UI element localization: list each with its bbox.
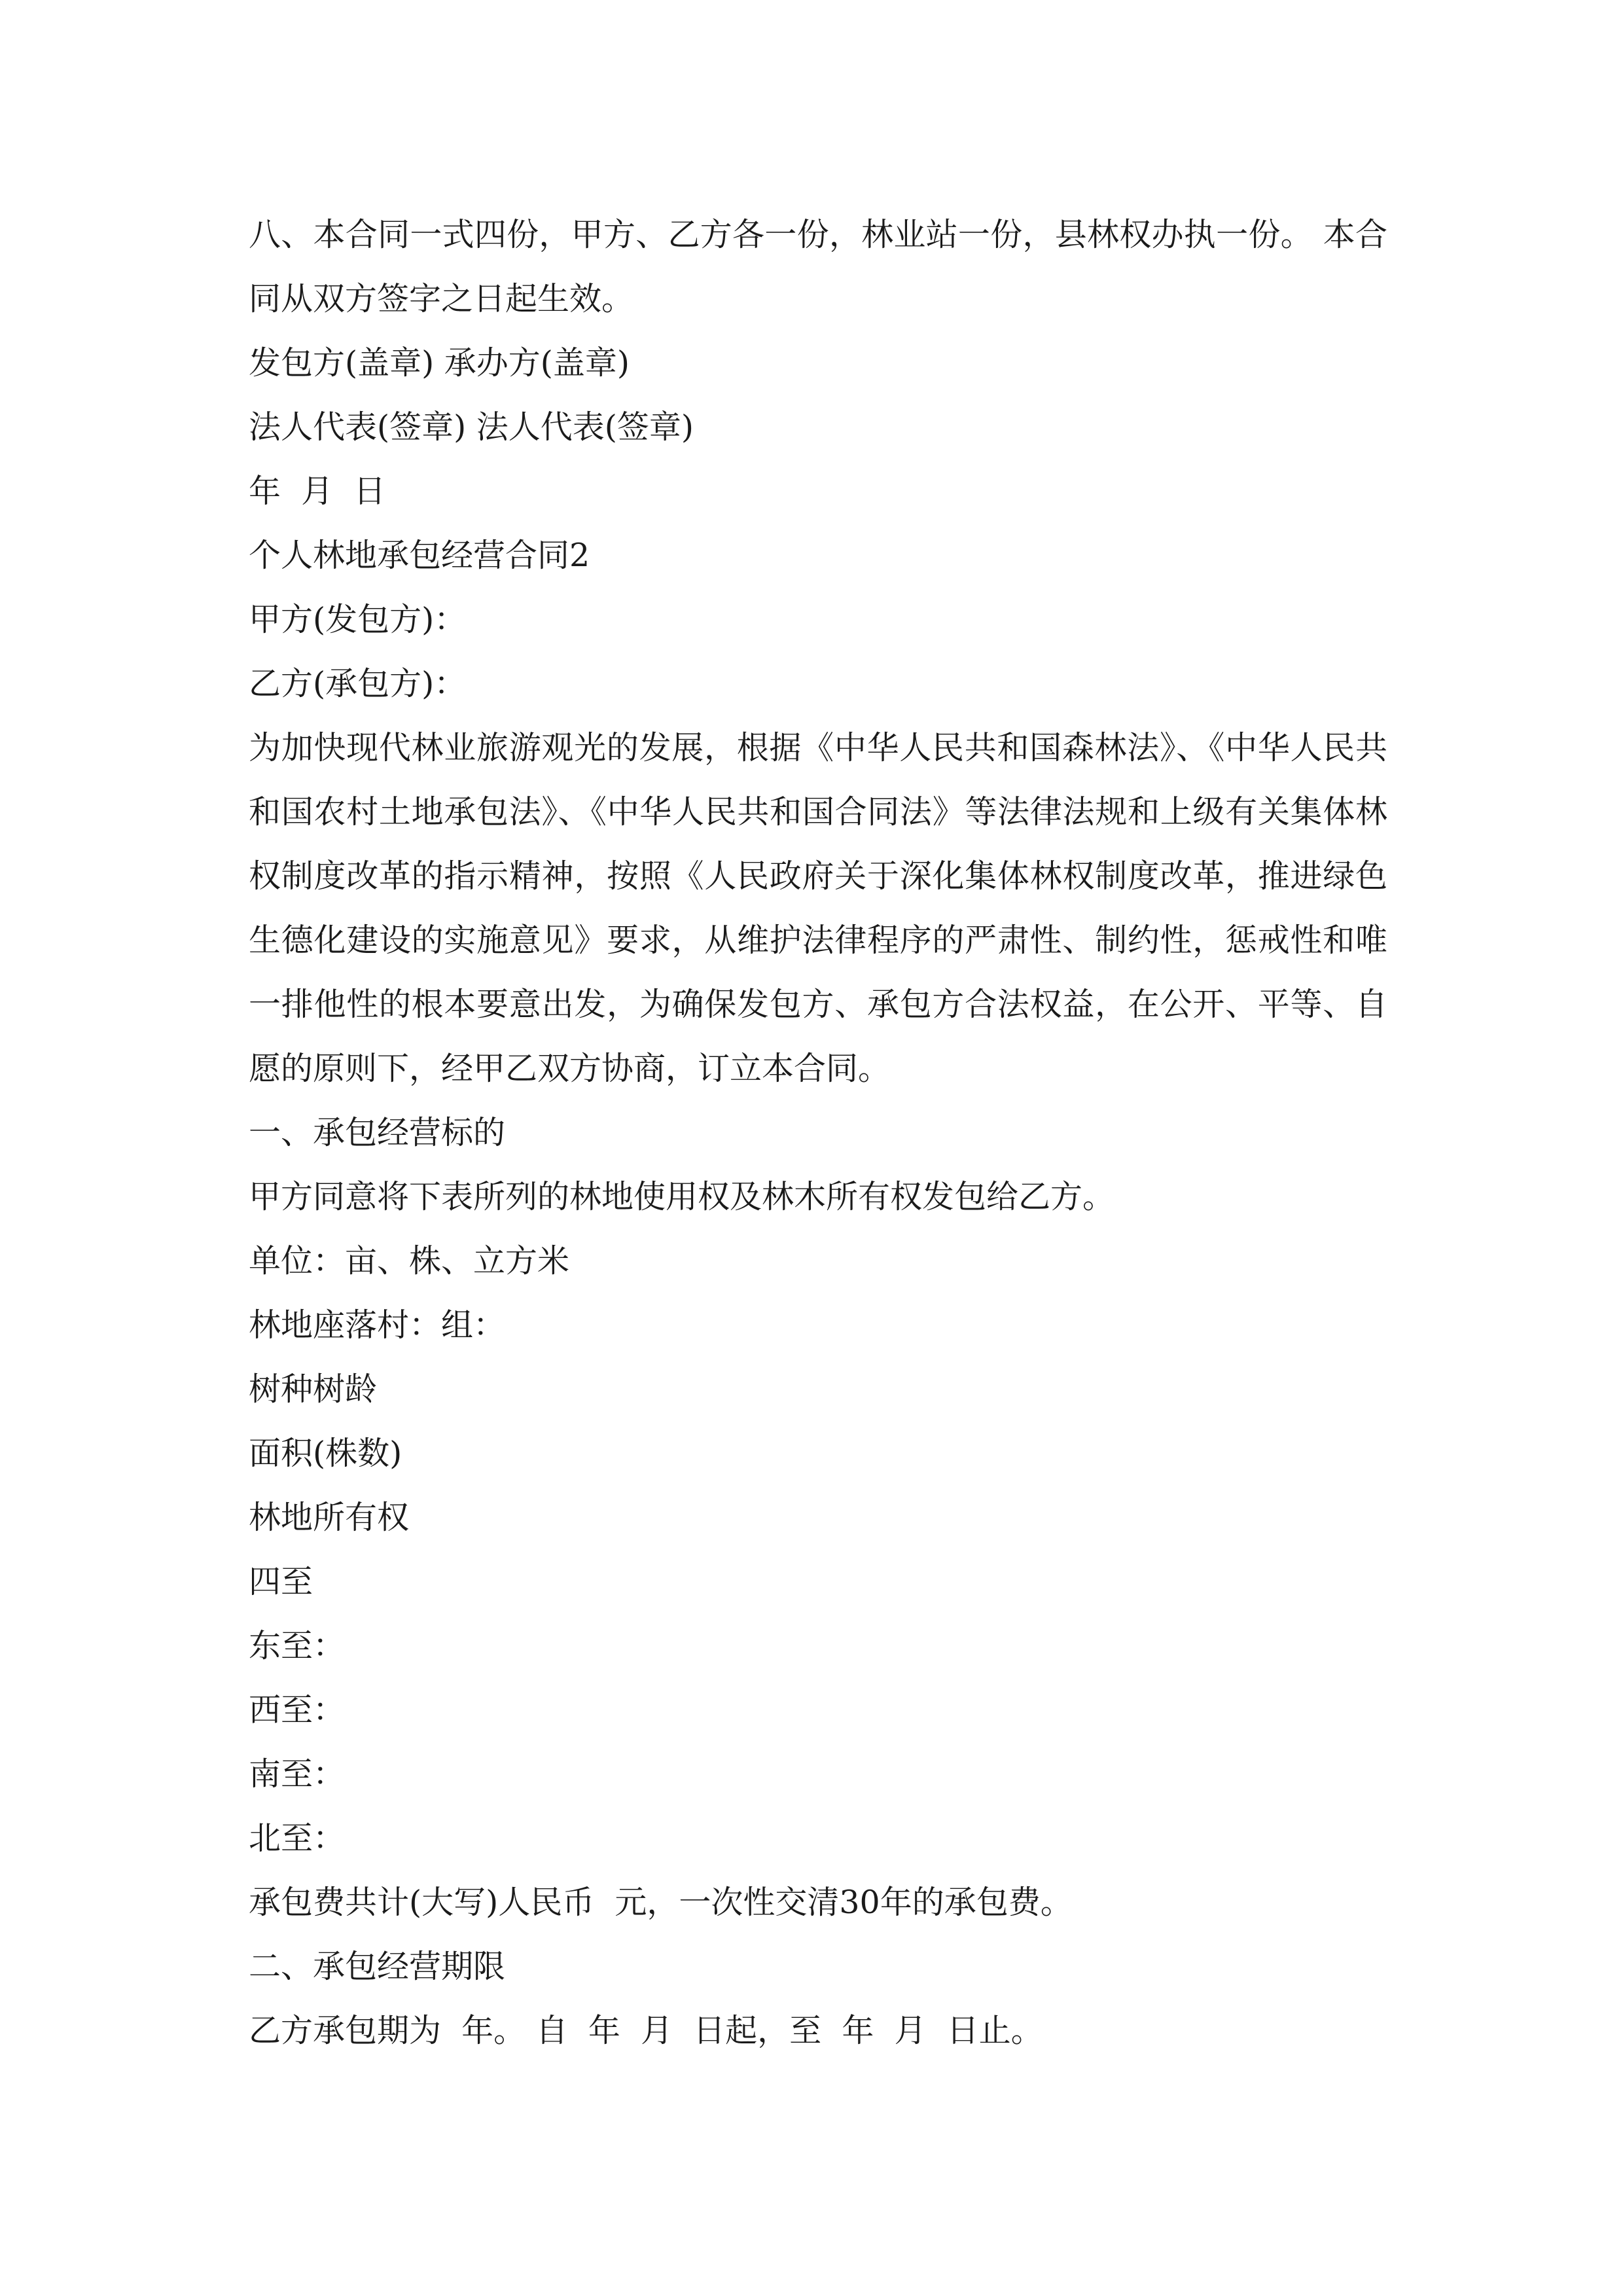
- boundaries-heading: 四至: [249, 1563, 313, 1600]
- units-line: 单位：亩、株、立方米: [249, 1242, 570, 1280]
- party-b-line: 乙方(承包方)：: [249, 665, 467, 702]
- contract-title: 个人林地承包经营合同2: [249, 537, 590, 574]
- term-line: 乙方承包期为 年。 自 年 月 日起，至 年 月 日止。: [249, 2012, 1043, 2049]
- section-one-heading: 一、承包经营标的: [249, 1114, 506, 1151]
- location-line: 林地座落村：组：: [249, 1306, 506, 1344]
- date-line: 年 月 日: [249, 473, 386, 510]
- boundary-west: 西至：: [249, 1691, 346, 1729]
- party-a-line: 甲方(发包方)：: [249, 601, 467, 638]
- section-two-heading: 二、承包经营期限: [249, 1948, 506, 1985]
- boundary-north: 北至：: [249, 1820, 346, 1857]
- preamble-paragraph: 为加快现代林业旅游观光的发展，根据《中华人民共和国森林法》、《中华人民共和国农村土地承包法》、《中华人民共和国合同法》等法律法规和上级有关集体林权制度改革的指示精神，按照《人民政府关于深化集体林权制度改革，推进绿色生德化建设的实施意见》要求，从维护法律程序的严肃性、制约性，惩戒性和唯一排他性的根本要意出发，为确保发包方、承包方合法权益，在公开、平等、自愿的原则下，经甲乙双方协商，订立本合同。: [249, 729, 1387, 1087]
- tree-species-line: 树种树龄: [249, 1371, 378, 1408]
- section-one-text: 甲方同意将下表所列的林地使用权及林木所有权发包给乙方。: [249, 1178, 1115, 1215]
- boundary-south: 南至：: [249, 1755, 346, 1793]
- fee-line: 承包费共计(大写)人民币 元，一次性交清30年的承包费。: [249, 1884, 1073, 1921]
- area-line: 面积(株数): [249, 1435, 402, 1472]
- signature-seal-line: 发包方(盖章) 承办方(盖章): [249, 344, 630, 382]
- clause-eight-copies: 八、本合同一式四份，甲方、乙方各一份，林业站一份，县林权办执一份。 本合同从双方签字之日起生效。: [249, 216, 1387, 317]
- legal-representative-line: 法人代表(签章) 法人代表(签章): [249, 408, 694, 446]
- boundary-east: 东至：: [249, 1627, 346, 1664]
- ownership-line: 林地所有权: [249, 1499, 410, 1536]
- document-body: [249, 203, 1387, 2063]
